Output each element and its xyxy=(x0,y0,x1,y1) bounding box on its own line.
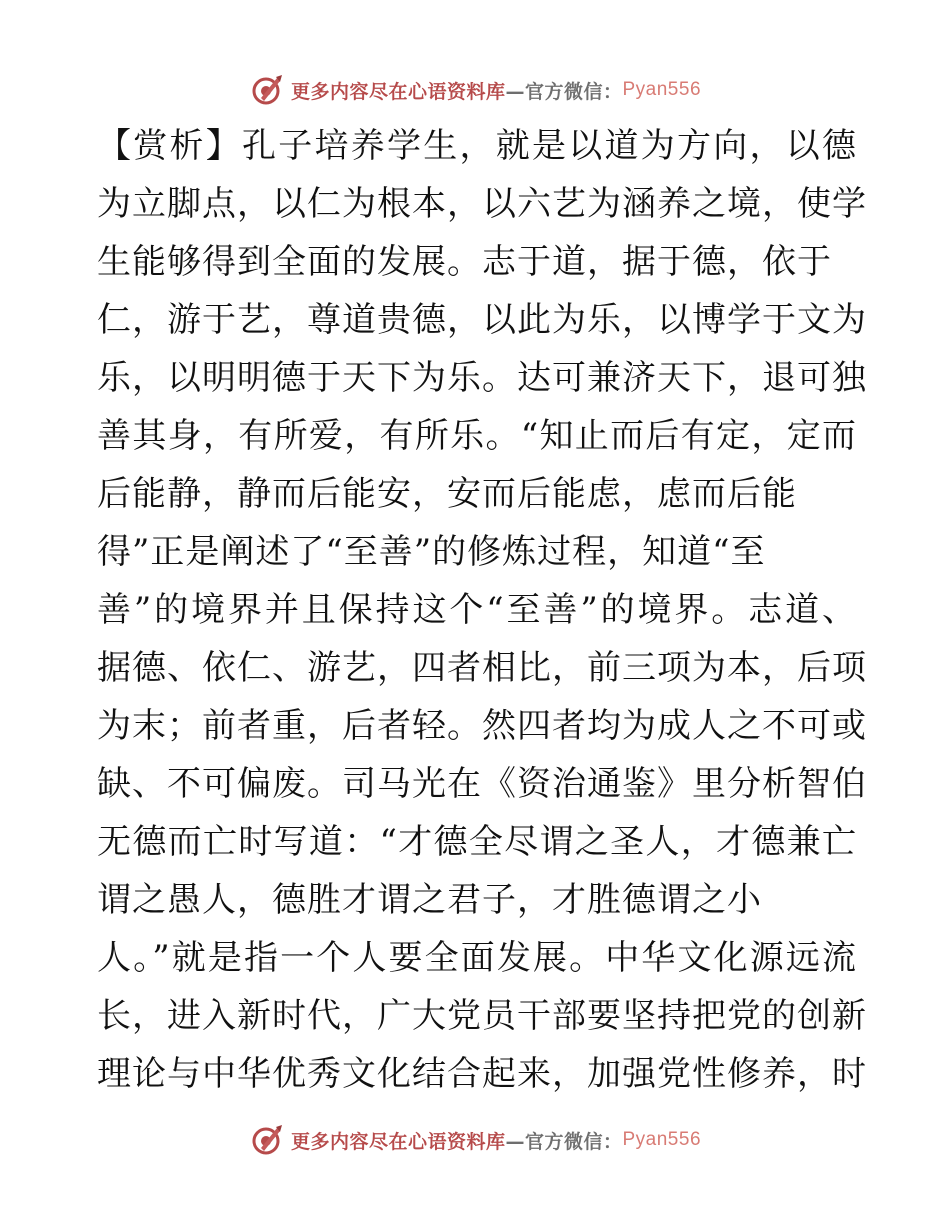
body-line: 后能静，静而后能安，安而后能虑，虑而后能 xyxy=(97,474,797,514)
brand-logo-icon xyxy=(249,1122,285,1158)
watermark-separator-text: —官方微信： xyxy=(505,1130,623,1153)
body-line: 谓之愚人，德胜才谓之君子，才胜德谓之小 xyxy=(97,880,762,920)
body-line: 仁，游于艺，尊道贵德，以此为乐，以博学于文为 xyxy=(97,300,867,340)
body-line: 【赏析】孔子培养学生，就是以道为方向，以德 xyxy=(97,126,857,166)
header-watermark xyxy=(0,70,950,110)
watermark-main-text: 更多内容尽在心语资料库 xyxy=(290,80,506,103)
brand-logo-icon xyxy=(249,72,285,108)
body-line: 乐，以明明德于天下为乐。达可兼济天下，退可独 xyxy=(97,358,867,398)
article-body xyxy=(97,117,867,1103)
watermark-wechat-id: Pyan556 xyxy=(622,79,702,100)
watermark-separator-text: —官方微信： xyxy=(505,80,623,103)
body-line: 善”的境界并且保持这个“至善”的境界。志道、 xyxy=(97,590,857,630)
watermark-text xyxy=(291,1127,701,1154)
body-line: 人。”就是指一个人要全面发展。中华文化源远流 xyxy=(97,938,857,978)
body-line: 为立脚点，以仁为根本，以六艺为涵养之境，使学 xyxy=(97,184,867,224)
body-line: 善其身，有所爱，有所乐。“知止而后有定，定而 xyxy=(97,416,857,456)
body-line: 得”正是阐述了“至善”的修炼过程，知道“至 xyxy=(97,532,766,572)
body-line: 缺、不可偏废。司马光在《资治通鉴》里分析智伯 xyxy=(97,764,867,804)
body-line: 理论与中华优秀文化结合起来，加强党性修养，时 xyxy=(97,1054,867,1094)
footer-watermark xyxy=(0,1120,950,1160)
watermark-wechat-id: Pyan556 xyxy=(622,1129,702,1150)
body-line: 无德而亡时写道：“才德全尽谓之圣人，才德兼亡 xyxy=(97,822,857,862)
watermark-main-text: 更多内容尽在心语资料库 xyxy=(290,1130,506,1153)
watermark-text xyxy=(291,77,701,104)
body-line: 为末；前者重，后者轻。然四者均为成人之不可或 xyxy=(97,706,867,746)
body-line: 生能够得到全面的发展。志于道，据于德，依于 xyxy=(97,242,832,282)
body-line: 长，进入新时代，广大党员干部要坚持把党的创新 xyxy=(97,996,867,1036)
body-line: 据德、依仁、游艺，四者相比，前三项为本，后项 xyxy=(97,648,867,688)
